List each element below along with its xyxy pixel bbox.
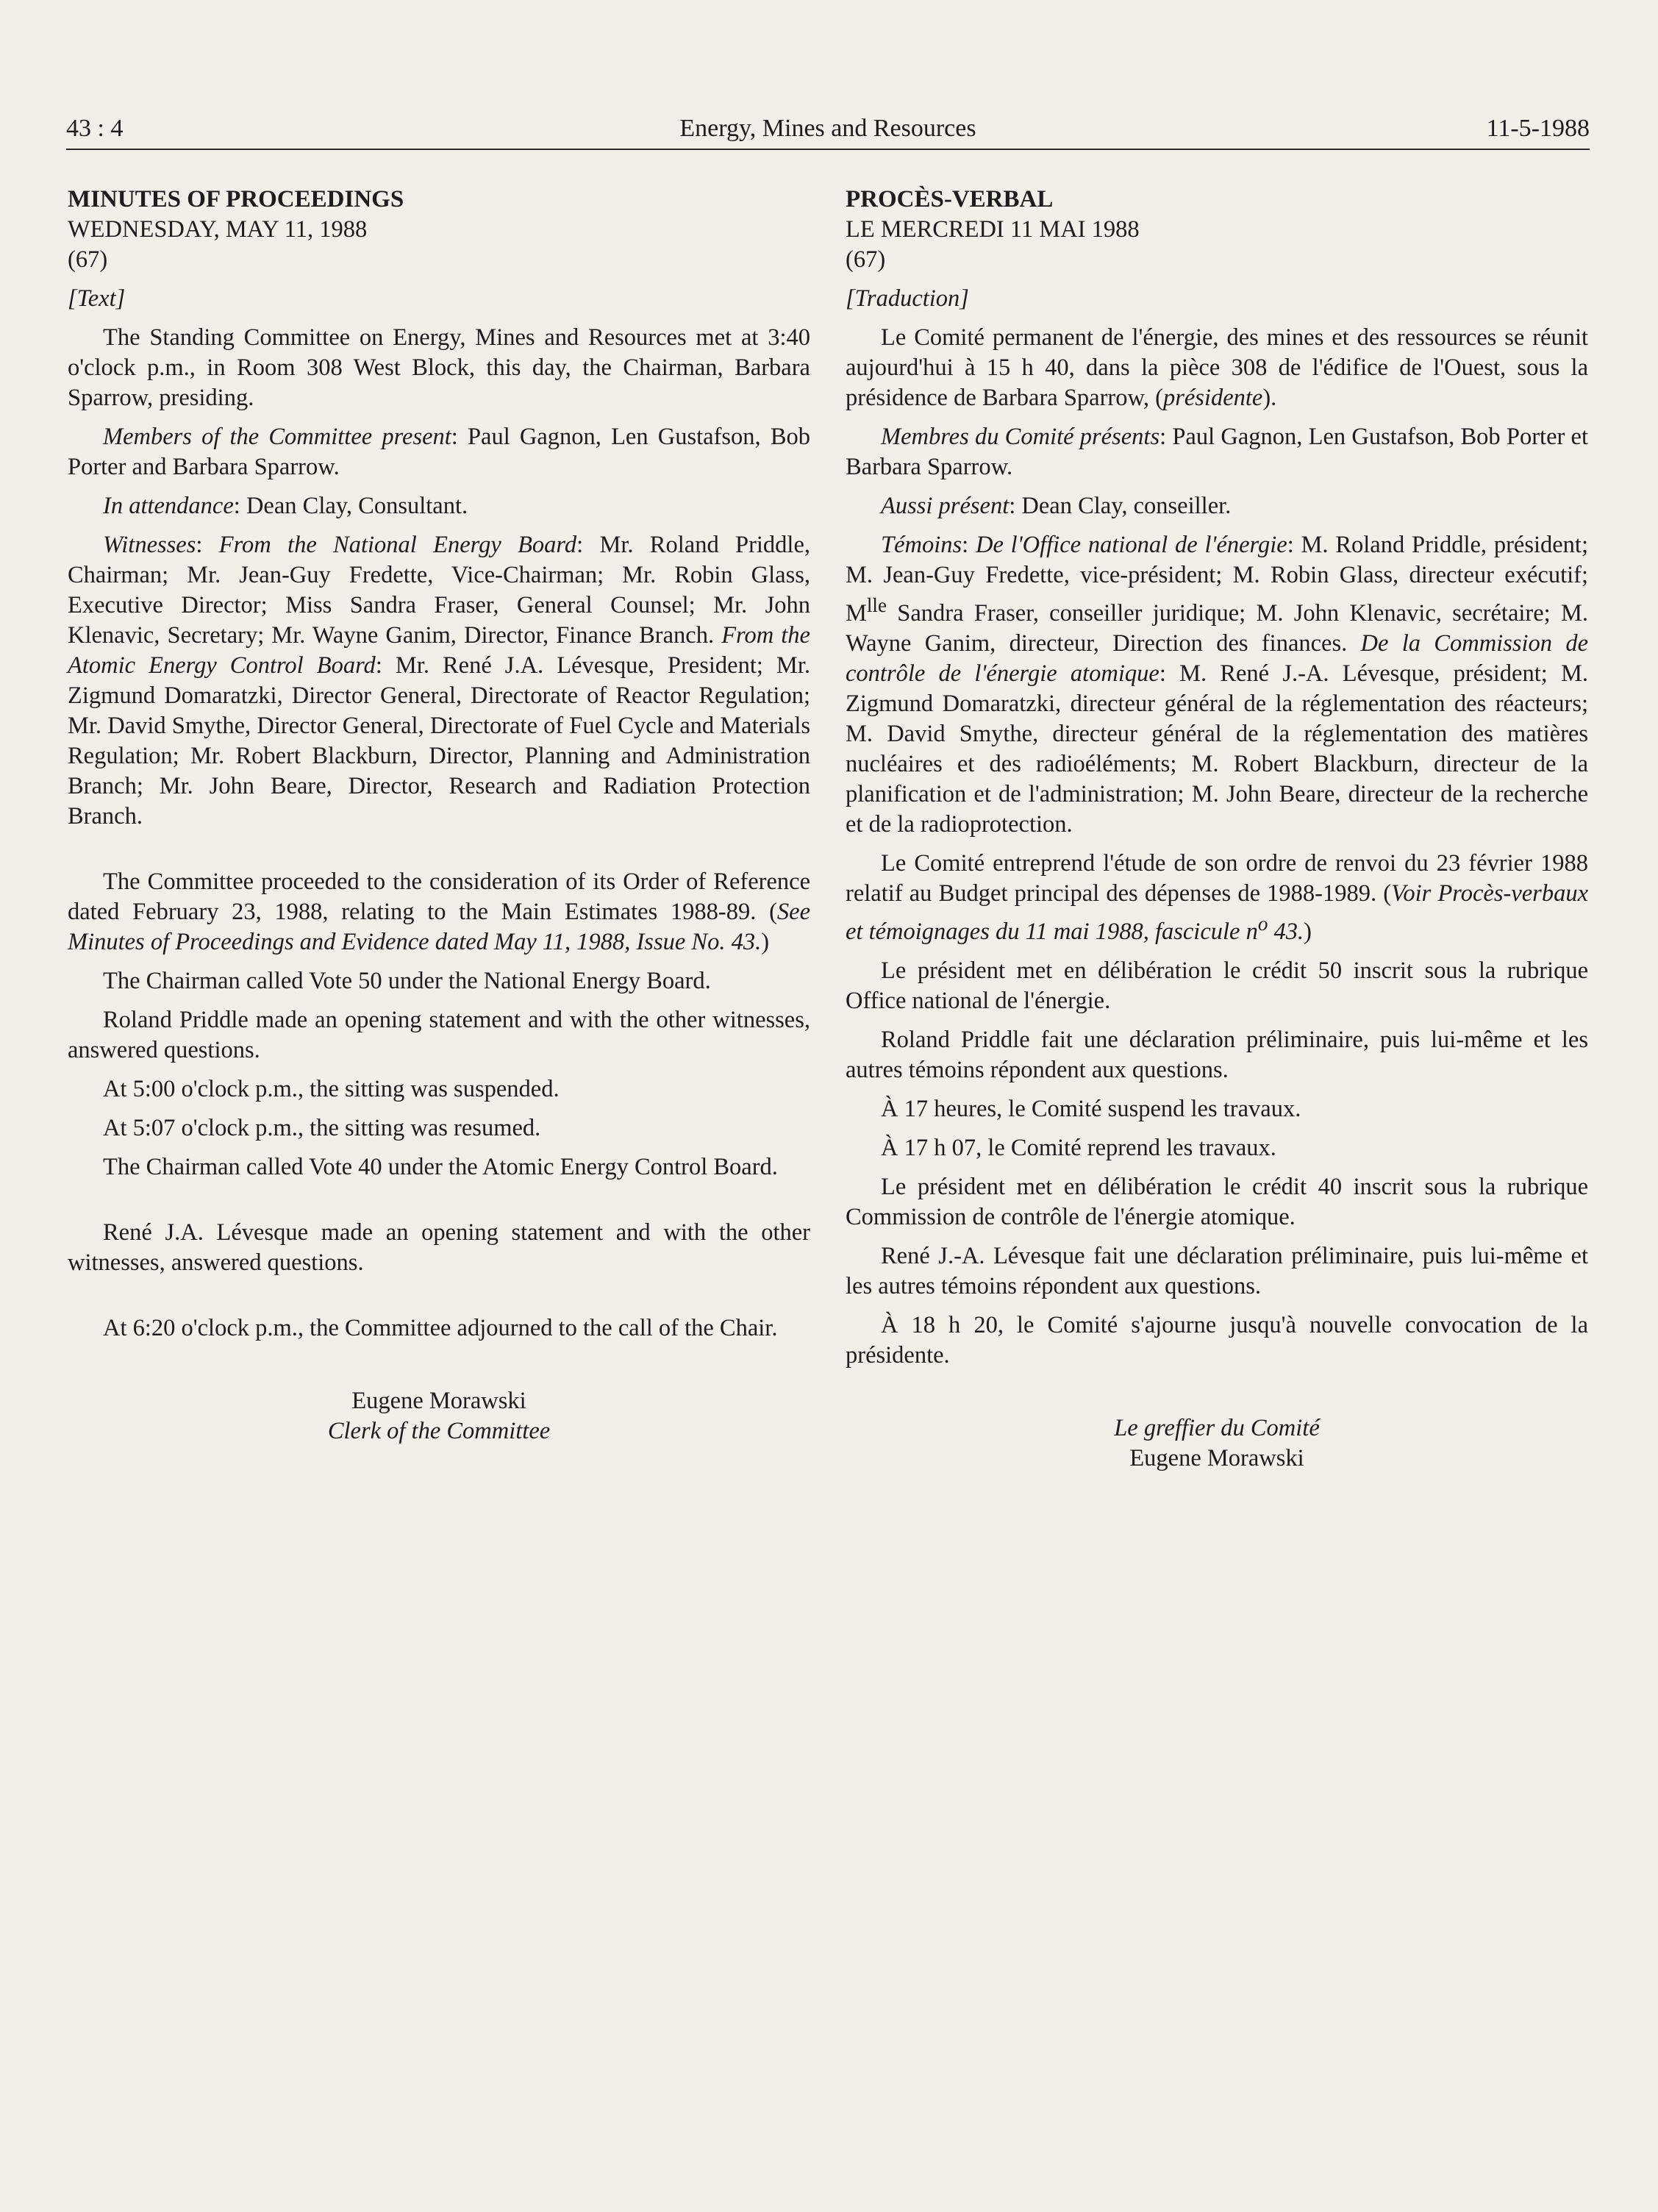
journal-title: Energy, Mines and Resources [679,115,976,142]
english-opening-paragraph: The Standing Committee on Energy, Mines and Resources met at 3:40 o'clock p.m., in Room 308 West Block, this day, the Chairman, Barbara Sparrow, presiding. [68,324,810,411]
french-suspended-paragraph: À 17 heures, le Comité suspend les travaux. [881,1095,1301,1122]
french-vote50-paragraph: Le président met en délibération le crédit 50 inscrit sous la rubrique Office national de l'énergie. [846,957,1588,1014]
french-witnesses-paragraph: Témoins: De l'Office national de l'énergie: M. Roland Priddle, président; M. Jean-Guy Fredette, vice-président; M. Robin Glass, directeur exécutif; $M^{lle}$ Sandra Fraser, conseiller juridique; M. John Klenavic, secrétaire; M. Wayne Ganim, directeur, Direction des finances. De la Commission de contrôle de l'énergie atomique: M. René J.-A. Lévesque, président; M. Zigmund Domaratzki, directeur général de la réglementation des réacteurs; M. David Smythe, directeur général de la réglementation des matières nucléaires et des radioéléments; M. Robert Blackburn, directeur de la planification et de l'administration; M. John Beare, directeur de la recherche et de la radioprotection. [846,532,1589,838]
french-levesque-paragraph: René J.-A. Lévesque fait une déclaration préliminaire, puis lui-même et les autres témoins répondent aux questions. [846,1242,1588,1299]
english-clerk-title: Clerk of the Committee [327,1418,551,1444]
french-text-tag: [Traduction] [846,285,969,312]
french-resumed-paragraph: À 17 h 07, le Comité reprend les travaux. [881,1134,1276,1161]
english-clerk-name: Eugene Morawski [351,1388,526,1414]
english-vote50-paragraph: The Chairman called Vote 50 under the National Energy Board. [103,968,711,994]
english-priddle-paragraph: Roland Priddle made an opening statement and with the other witnesses, answered questions. [68,1007,810,1063]
french-attendance-paragraph: Aussi présent: Dean Clay, conseiller. [881,493,1232,519]
english-resumed-paragraph: At 5:07 o'clock p.m., the sitting was resumed. [103,1115,541,1141]
english-signature [68,1386,810,1446]
header-date: 11-5-1988 [1486,115,1590,142]
english-attendance-paragraph: In attendance: Dean Clay, Consultant. [103,493,468,519]
english-levesque-paragraph: René J.A. Lévesque made an opening statement and with the other witnesses, answered questions. [68,1219,810,1276]
french-clerk-name: Eugene Morawski [1129,1444,1304,1471]
english-text-tag: [Text] [68,285,126,312]
french-column [846,184,1588,1474]
french-vote40-paragraph: Le président met en délibération le crédit 40 inscrit sous la rubrique Commission de contrôle de l'énergie atomique. [846,1173,1588,1230]
french-adjourned-paragraph: À 18 h 20, le Comité s'ajourne jusqu'à nouvelle convocation de la présidente. [846,1311,1588,1369]
english-meeting-number: (67) [68,246,108,273]
english-column [68,184,810,1446]
english-members-paragraph: Members of the Committee present: Paul Gagnon, Len Gustafson, Bob Porter and Barbara Sparrow. [68,424,810,480]
french-meeting-date: LE MERCREDI 11 MAI 1988 [846,216,1140,243]
french-title: PROCÈS-VERBAL [846,186,1054,213]
french-opening-paragraph: Le Comité permanent de l'énergie, des mines et des ressources se réunit aujourd'hui à 15 h 40, dans la pièce 308 de l'édifice de l'Ouest, sous la présidence de Barbara Sparrow, (présidente). [846,324,1588,411]
french-clerk-title: Le greffier du Comité [1114,1414,1320,1441]
english-meeting-date: WEDNESDAY, MAY 11, 1988 [68,216,368,243]
running-header [66,110,1590,150]
french-members-paragraph: Membres du Comité présents: Paul Gagnon, Len Gustafson, Bob Porter et Barbara Sparrow. [846,424,1588,480]
french-signature [846,1413,1588,1474]
page-number: 43 : 4 [66,115,124,142]
french-meeting-number: (67) [846,246,886,273]
english-order-paragraph: The Committee proceeded to the consideration of its Order of Reference dated February 23, 1988, relating to the Main Estimates 1988-89. (See Minutes of Proceedings and Evidence dated May 11, 1988, Issue No. 43.) [68,868,810,955]
french-priddle-paragraph: Roland Priddle fait une déclaration préliminaire, puis lui-même et les autres témoins répondent aux questions. [846,1026,1588,1083]
english-vote40-paragraph: The Chairman called Vote 40 under the Atomic Energy Control Board. [103,1154,778,1180]
french-order-paragraph: Le Comité entreprend l'étude de son ordre de renvoi du 23 février 1988 relatif au Budget principal des dépenses de 1988-1989. (Voir Procès-verbaux et témoignages du 11 mai 1988, fascicule $n^o$ 43.) [846,849,1588,945]
english-witnesses-paragraph: Witnesses: From the National Energy Board: Mr. Roland Priddle, Chairman; Mr. Jean-Guy Fredette, Vice-Chairman; Mr. Robin Glass, Executive Director; Miss Sandra Fraser, General Counsel; Mr. John Klenavic, Secretary; Mr. Wayne Ganim, Director, Finance Branch. From the Atomic Energy Control Board: Mr. René J.A. Lévesque, President; Mr. Zigmund Domaratzki, Director General, Directorate of Reactor Regulation; Mr. David Smythe, Director General, Directorate of Fuel Cycle and Materials Regulation; Mr. Robert Blackburn, Director, Planning and Administration Branch; Mr. John Beare, Director, Research and Radiation Protection Branch. [68,532,810,830]
english-title: MINUTES OF PROCEEDINGS [68,186,404,213]
english-suspended-paragraph: At 5:00 o'clock p.m., the sitting was suspended. [103,1076,560,1102]
english-adjourned-paragraph: At 6:20 o'clock p.m., the Committee adjourned to the call of the Chair. [103,1315,778,1341]
